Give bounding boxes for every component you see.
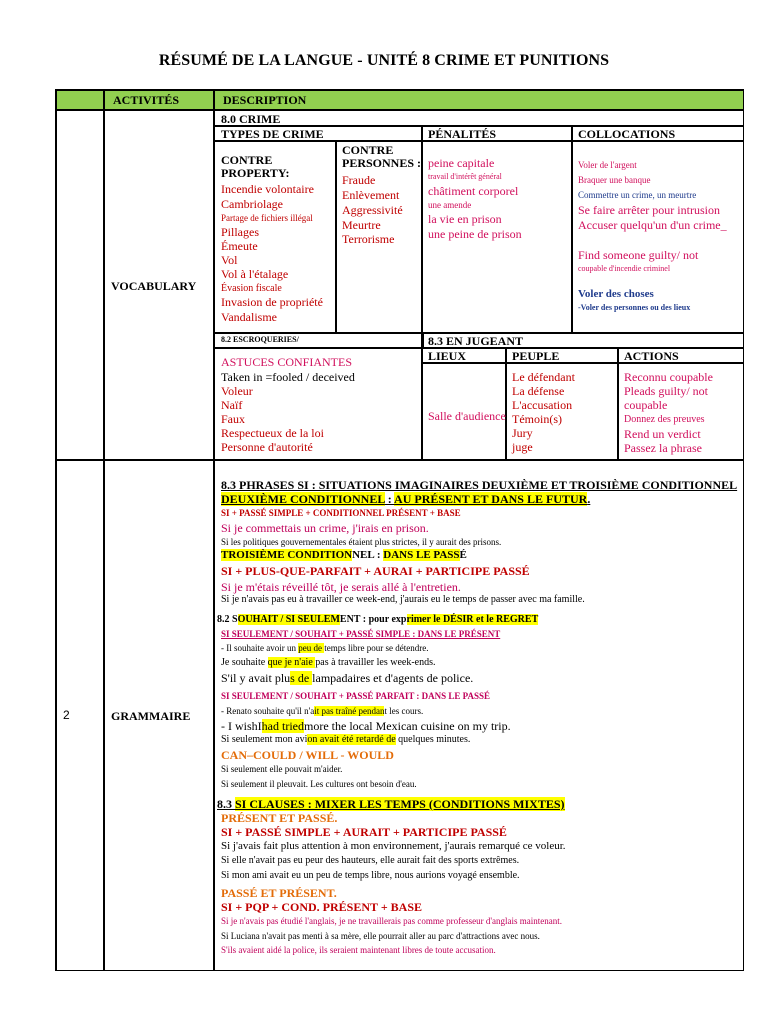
grammaire-description — [214, 460, 744, 971]
property-item: Invasion de propriété — [221, 295, 323, 309]
can-could-heading: CAN–COULD / WILL - WOULD — [221, 748, 394, 762]
example-line: Si je m'étais réveillé tôt, je serais allé à l'entretien. — [221, 580, 461, 594]
section-8-0-title: 8.0 CRIME — [221, 112, 281, 126]
peuple-cell — [506, 363, 618, 460]
collocation-item: Se faire arrêter pour intrusion — [578, 203, 720, 217]
col-types-header — [214, 126, 422, 141]
example-line: Si seulement elle pouvait m'aider. — [221, 764, 343, 774]
example-line: Si elle n'avait pas eu peur des hauteurs, elle aurait fait des sports extrêmes. — [221, 855, 520, 866]
row1-num — [56, 110, 104, 460]
escro-item: Voleur — [221, 384, 253, 398]
example-line: Si je commettais un crime, j'irais en prison. — [221, 521, 429, 535]
actions-item: Passez la phrase — [624, 441, 702, 455]
peuple-item: juge — [512, 440, 533, 454]
voler-sub: -Voler des personnes ou des lieux — [578, 303, 691, 312]
penalite-item: travail d'intérêt général — [428, 172, 502, 181]
peuple-header — [506, 348, 618, 363]
peuple-item: Jury — [512, 426, 533, 440]
penalites-heading: PÉNALITÉS — [428, 127, 497, 141]
contre-personnes-cell — [336, 141, 422, 333]
penalite-item: une amende — [428, 200, 472, 210]
grammaire-label: GRAMMAIRE — [111, 709, 191, 723]
example-line: Si je n'avais pas étudié l'anglais, je ne travaillerais pas comme professeur d'anglais maintenant. — [221, 916, 563, 926]
penalite-item: peine capitale — [428, 156, 495, 170]
example-line: Si les politiques gouvernementales étaient plus strictes, il y aurait des prisons. — [221, 537, 502, 547]
escro-item: Faux — [221, 412, 245, 426]
vocab-section-title — [214, 110, 744, 126]
peuple-item: Témoin(s) — [512, 412, 562, 426]
header-col-activites: ACTIVITÉS — [104, 90, 214, 110]
lieux-heading: LIEUX — [428, 349, 467, 363]
property-item: Partage de fichiers illégal — [221, 213, 313, 223]
row2-num — [56, 460, 104, 971]
collocation-item: coupable d'incendie criminel — [578, 264, 671, 273]
lieux-header — [422, 348, 506, 363]
jugeant-header — [422, 333, 744, 348]
property-item: Cambriolage — [221, 197, 283, 211]
escro-item: Naïf — [221, 398, 243, 412]
contre-property-heading: CONTRE PROPERTY: — [221, 153, 290, 180]
personnes-item: Terrorisme — [342, 232, 395, 246]
example-line: Je souhaite que je n'aie pas à travailler les week-ends. — [221, 657, 436, 668]
formula-troisieme: SI + PLUS-QUE-PARFAIT + AURAI + PARTICIPE PASSÉ — [221, 564, 530, 578]
escroqueries-header — [214, 333, 422, 348]
col-penalites-header — [422, 126, 572, 141]
actions-item: coupable — [624, 398, 668, 412]
escro-item: Respectueux de la loi — [221, 426, 324, 440]
property-item: Pillages — [221, 225, 259, 239]
jugeant-heading: 8.3 EN JUGEANT — [428, 334, 524, 348]
escro-item: Taken in =fooled / deceived — [221, 370, 355, 384]
actions-item: Rend un verdict — [624, 427, 701, 441]
actions-item: Donnez des preuves — [624, 414, 705, 425]
actions-header — [618, 348, 744, 363]
penalite-item: châtiment corporel — [428, 184, 519, 198]
row2-number: 2 — [63, 708, 70, 722]
summary-table — [55, 89, 744, 971]
collocation-item: Find someone guilty/ not — [578, 248, 699, 262]
collocations-heading: COLLOCATIONS — [578, 127, 676, 141]
peuple-heading: PEUPLE — [512, 349, 560, 363]
souhait-heading: 8.2 SOUHAIT / SI SEULEMENT : pour exprimer le DÉSIR et le REGRET — [217, 614, 539, 625]
actions-cell — [618, 363, 744, 460]
property-item: Vol à l'étalage — [221, 267, 289, 281]
actions-heading: ACTIONS — [624, 349, 679, 363]
formula-souhait-passe: SI SEULEMENT / SOUHAIT + PASSÉ PARFAIT : DANS LE PASSÉ — [221, 691, 491, 701]
header-col-description: DESCRIPTION — [214, 90, 744, 110]
example-line: - Il souhaite avoir un peu de temps libre pour se détendre. — [221, 643, 429, 653]
personnes-item: Aggressivité — [342, 203, 403, 217]
example-line: Si je n'avais pas eu à travailler ce week-end, j'aurais eu le temps de passer avec ma famille. — [221, 594, 585, 605]
peuple-item: Le défendant — [512, 370, 575, 384]
example-line: S'ils avaient aidé la police, ils seraient maintenant libres de toute accusation. — [221, 945, 496, 955]
header-col-1 — [56, 90, 104, 110]
present-passe-heading: PRÉSENT ET PASSÉ. — [221, 811, 338, 825]
contre-property-cell — [214, 141, 336, 333]
escro-item: Personne d'autorité — [221, 440, 313, 454]
example-line: Si seulement il pleuvait. Les cultures ont besoin d'eau. — [221, 779, 417, 789]
property-item: Incendie volontaire — [221, 182, 314, 196]
row2-label-cell — [104, 460, 214, 971]
penalites-cell — [422, 141, 572, 333]
property-item: Émeute — [221, 239, 258, 253]
example-line: Si mon ami avait eu un peu de temps libre, nous aurions voyagé ensemble. — [221, 870, 520, 881]
collocation-item: Voler de l'argent — [578, 160, 637, 170]
example-line: S'il y avait plus de lampadaires et d'agents de police. — [221, 671, 474, 685]
collocation-item: Braquer une banque — [578, 175, 651, 185]
escroqueries-cell — [214, 348, 422, 460]
deuxieme-conditionnel: DEUXIÈME CONDITIONNEL : AU PRÉSENT ET DANS LE FUTUR. — [221, 492, 591, 506]
vocabulary-label: VOCABULARY — [111, 279, 197, 293]
formula-souhait-present: SI SEULEMENT / SOUHAIT + PASSÉ SIMPLE : DANS LE PRÉSENT — [221, 629, 501, 639]
example-line: Si seulement mon avion avait été retardé de quelques minutes. — [221, 734, 471, 745]
example-line: - I wishIhad triedmore the local Mexican cuisine on my trip. — [221, 719, 511, 733]
property-item: Évasion fiscale — [221, 283, 282, 294]
peuple-item: La défense — [512, 384, 565, 398]
personnes-item: Enlèvement — [342, 188, 400, 202]
astuces-heading: ASTUCES CONFIANTES — [221, 355, 353, 369]
row1-label-cell — [104, 110, 214, 460]
formula-mixed-2: SI + PQP + COND. PRÉSENT + BASE — [221, 900, 422, 914]
phrases-si-heading: 8.3 PHRASES SI : SITUATIONS IMAGINAIRES DEUXIÈME ET TROISIÈME CONDITIONNEL — [221, 478, 738, 492]
collocations-cell — [572, 141, 744, 333]
personnes-item: Meurtre — [342, 218, 381, 232]
formula-deuxieme: SI + PASSÉ SIMPLE + CONDITIONNEL PRÉSENT + BASE — [221, 508, 461, 518]
lieux-cell — [422, 363, 506, 460]
penalite-item: une peine de prison — [428, 227, 522, 241]
page-title: RÉSUMÉ DE LA LANGUE - UNITÉ 8 CRIME ET PUNITIONS — [158, 52, 610, 69]
personnes-item: Fraude — [342, 173, 376, 187]
passe-present-heading: PASSÉ ET PRÉSENT. — [221, 886, 337, 900]
col-collocations-header — [572, 126, 744, 141]
collocation-item: Commettre un crime, un meurtre — [578, 190, 697, 200]
example-line: Si j'avais fait plus attention à mon environnement, j'aurais remarqué ce voleur. — [221, 840, 566, 852]
lieux-item: Salle d'audience — [428, 409, 506, 423]
escroqueries-heading: 8.2 ESCROQUERIES/ — [221, 335, 299, 344]
si-clauses-heading: 8.3 SI CLAUSES : MIXER LES TEMPS (CONDITIONS MIXTES) — [217, 797, 565, 811]
penalite-item: la vie en prison — [428, 212, 502, 226]
actions-item: Reconnu coupable — [624, 370, 713, 384]
property-item: Vandalisme — [221, 310, 277, 324]
example-line: Si Luciana n'avait pas menti à sa mère, elle pourrait aller au parc d'attractions avec nous. — [221, 931, 540, 941]
types-de-crime-heading: TYPES DE CRIME — [221, 127, 324, 141]
collocation-item: Accuser quelqu'un d'un crime_ — [578, 218, 727, 232]
troisieme-conditionnel: TROISIÈME CONDITIONNEL : DANS LE PASSÉ — [221, 549, 467, 561]
contre-personnes-heading: CONTRE PERSONNES : — [342, 143, 422, 170]
voler-title: Voler des choses — [578, 288, 654, 300]
property-item: Vol — [221, 253, 238, 267]
formula-mixed-1: SI + PASSÉ SIMPLE + AURAIT + PARTICIPE PASSÉ — [221, 825, 507, 839]
example-line: - Renato souhaite qu'il n'ait pas traîné pendant les cours. — [221, 706, 424, 716]
peuple-item: L'accusation — [512, 398, 573, 412]
actions-item: Pleads guilty/ not — [624, 384, 708, 398]
